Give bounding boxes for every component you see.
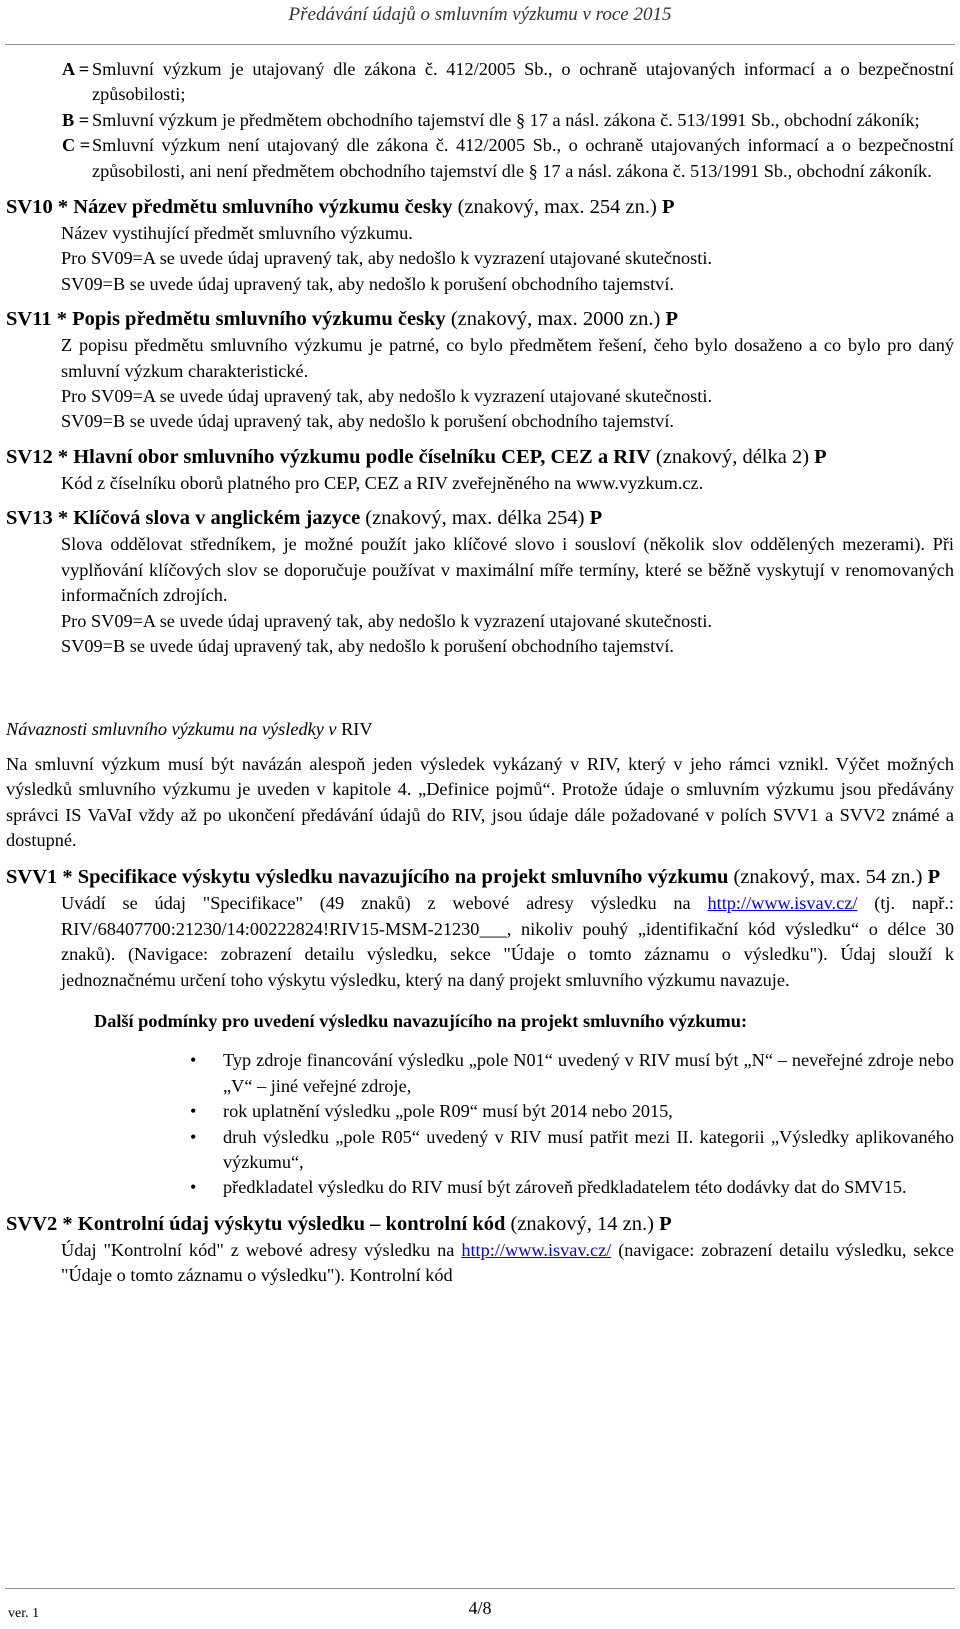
field-title	[6, 193, 954, 221]
field-type: (znakový, max. 2000 zn.)	[450, 308, 661, 331]
legend-item-a	[6, 57, 954, 108]
field-code: SV11 *	[6, 308, 67, 331]
list-item	[6, 1048, 954, 1099]
list-item-text: druh výsledku „pole R05“ uvedený v RIV musí patřit mezi II. kategorii „Výsledky aplikovaného výzkumu“,	[223, 1126, 954, 1172]
list-item-text: Typ zdroje financování výsledku „pole N01“ uvedený v RIV musí být „N“ – neveřejné zdroje nebo „V“ – jiné veřejné zdroje,	[223, 1050, 954, 1096]
bullet-icon: •	[190, 1177, 197, 1198]
field-name: Popis předmětu smluvního výzkumu česky	[72, 308, 446, 331]
section-heading	[6, 717, 954, 742]
field-description	[6, 471, 954, 496]
field-svv1	[6, 863, 954, 1200]
field-line: Slova oddělovat středníkem, je možné použít jako klíčové slovo i sousloví (několik slov oddělených mezerami). Při vyplňování klíčových slov se doporučuje používat v maximální míře termíny, které se běžně vyskytují v renomovaných informačních zdrojích.	[61, 534, 954, 606]
legend-text: Smluvní výzkum je utajovaný dle zákona č. 412/2005 Sb., o ochraně utajovaných informací a o bezpečnostní způsobilosti;	[92, 59, 954, 105]
field-sv12	[6, 443, 954, 496]
field-flag: P	[927, 866, 941, 889]
field-sv11	[6, 305, 954, 435]
field-type: (znakový, 14 zn.)	[510, 1212, 654, 1235]
field-name: Klíčová slova v anglickém jazyce	[73, 507, 361, 530]
list-item	[6, 1125, 954, 1176]
field-type: (znakový, max. 254 zn.)	[457, 196, 657, 219]
conditions-heading: Další podmínky pro uvedení výsledku navazujícího na projekt smluvního výzkumu:	[94, 1010, 748, 1031]
field-line: SV09=B se uvede údaj upravený tak, aby nedošlo k porušení obchodního tajemství.	[61, 635, 674, 656]
field-name: Hlavní obor smluvního výzkumu podle číselníku CEP, CEZ a RIV	[73, 445, 651, 468]
field-text: (tj. např.: RIV/68407700:21230/14:00222824!RIV15-MSM-21230___, nikoliv pouhý „identifikační kód výsledku“ o délce 30 znaků). (Navigace: zobrazení detailu výsledku, sekce "Údaje o tomto záznamu o výsledku"). Údaj slouží k jednoznačnému určení toho výskytu výsledku, který na daný projekt smluvního výzkumu navazuje.	[61, 893, 954, 990]
field-code: SV13 *	[6, 507, 69, 530]
field-title	[6, 863, 954, 891]
field-line	[61, 891, 954, 993]
field-line: Pro SV09=A se uvede údaj upravený tak, aby nedošlo k vyzrazení utajované skutečnosti.	[61, 386, 713, 407]
field-type: (znakový, max. délka 254)	[365, 507, 585, 530]
legend-label: A =	[62, 59, 90, 79]
field-title	[6, 1210, 954, 1238]
list-item-text: rok uplatnění výsledku „pole R09“ musí být 2014 nebo 2015,	[223, 1101, 673, 1122]
isvav-link[interactable]: http://www.isvav.cz/	[461, 1239, 612, 1260]
field-flag: P	[665, 308, 678, 331]
field-flag: P	[661, 196, 675, 219]
list-item	[6, 1175, 954, 1200]
field-line	[61, 1238, 954, 1289]
list-item-text: předkladatel výsledku do RIV musí být zároveň předkladatelem této dodávky dat do SMV15.	[223, 1177, 907, 1198]
field-line: Kód z číselníku oborů platného pro CEP, CEZ a RIV zveřejněného na www.vyzkum.cz.	[61, 472, 704, 493]
field-name: Specifikace výskytu výsledku navazujícího na projekt smluvního výzkumu	[77, 866, 729, 889]
legend-item-c	[6, 133, 954, 184]
field-code: SVV1 *	[6, 866, 73, 889]
page-header: Předávání údajů o smluvním výzkumu v roce 2015	[288, 4, 672, 25]
footer-divider	[5, 1588, 955, 1589]
field-code: SVV2 *	[6, 1212, 73, 1235]
field-description	[6, 532, 954, 659]
field-line: SV09=B se uvede údaj upravený tak, aby nedošlo k porušení obchodního tajemství.	[61, 273, 674, 294]
field-type: (znakový, max. 54 zn.)	[733, 866, 923, 889]
field-flag: P	[589, 507, 603, 530]
field-flag: P	[659, 1212, 672, 1235]
field-description	[6, 891, 954, 993]
field-type: (znakový, délka 2)	[655, 445, 810, 468]
legend-label: B =	[62, 109, 90, 130]
field-svv2	[6, 1210, 954, 1289]
field-description	[6, 333, 954, 435]
section-heading-text: Návaznosti smluvního výzkumu na výsledky v	[6, 719, 337, 740]
legend-text: Smluvní výzkum je předmětem obchodního tajemství dle § 17 a násl. zákona č. 513/1991 Sb., obchodní zákoník;	[92, 109, 920, 130]
bullet-icon: •	[190, 1101, 197, 1122]
field-sv10	[6, 193, 954, 297]
header-divider	[5, 44, 955, 45]
legend-label: C =	[62, 135, 91, 156]
bullet-icon: •	[190, 1126, 197, 1147]
field-sv13	[6, 504, 954, 659]
field-text: Údaj "Kontrolní kód" z webové adresy výsledku na	[61, 1239, 455, 1260]
legend-item-b	[6, 108, 954, 133]
field-line: Pro SV09=A se uvede údaj upravený tak, aby nedošlo k vyzrazení utajované skutečnosti.	[61, 248, 713, 269]
isvav-link[interactable]: http://www.isvav.cz/	[707, 893, 858, 914]
field-line: Název vystihující předmět smluvního výzkumu.	[61, 223, 413, 244]
field-title	[6, 443, 954, 471]
legend-text: Smluvní výzkum není utajovaný dle zákona č. 412/2005 Sb., o ochraně utajovaných informací a o bezpečnostní způsobilosti, ani není předmětem obchodního tajemství dle § 17 a násl. zákona č. 513/1991 Sb., obchodní zákoník.	[92, 135, 954, 181]
field-code: SV12 *	[6, 445, 69, 468]
section-heading-riv: RIV	[341, 719, 373, 740]
field-text: Uvádí se údaj "Specifikace" (49 znaků) z webové adresy výsledku na	[61, 893, 691, 914]
field-description	[6, 1238, 954, 1289]
field-text: (navigace: zobrazení detailu výsledku, sekce "Údaje o tomto záznamu o výsledku"). Kontrolní kód	[61, 1239, 954, 1286]
conditions-list	[6, 1048, 954, 1200]
field-line: Z popisu předmětu smluvního výzkumu je patrné, co bylo předmětem řešení, čeho bylo dosaženo a co bylo pro daný smluvní výzkum charakteristické.	[61, 335, 954, 381]
field-line: SV09=B se uvede údaj upravený tak, aby nedošlo k porušení obchodního tajemství.	[61, 411, 674, 432]
list-item	[6, 1099, 954, 1124]
version-label: ver. 1	[8, 1606, 40, 1621]
field-line: Pro SV09=A se uvede údaj upravený tak, aby nedošlo k vyzrazení utajované skutečnosti.	[61, 610, 713, 631]
page-number: 4/8	[468, 1598, 492, 1618]
field-name: Kontrolní údaj výskytu výsledku – kontrolní kód	[77, 1212, 506, 1235]
field-description	[6, 221, 954, 297]
bullet-icon: •	[190, 1050, 197, 1071]
field-title	[6, 305, 954, 333]
field-title	[6, 504, 954, 532]
section-paragraph: Na smluvní výzkum musí být navázán alespoň jeden výsledek vykázaný v RIV, který v jeho rámci vznikl. Výčet možných výsledků smluvního výzkumu je uveden v kapitole 4. „Definice pojmů“. Protože údaje o smluvním výzkumu jsou předávány správci IS VaVaI vždy až po ukončení předávání údajů do RIV, jsou údaje dále požadované v polích SVV1 a SVV2 známé a dostupné.	[6, 753, 954, 850]
document-body	[6, 57, 954, 1289]
field-flag: P	[814, 445, 827, 468]
field-name: Název předmětu smluvního výzkumu česky	[73, 196, 453, 219]
field-code: SV10 *	[6, 196, 69, 219]
